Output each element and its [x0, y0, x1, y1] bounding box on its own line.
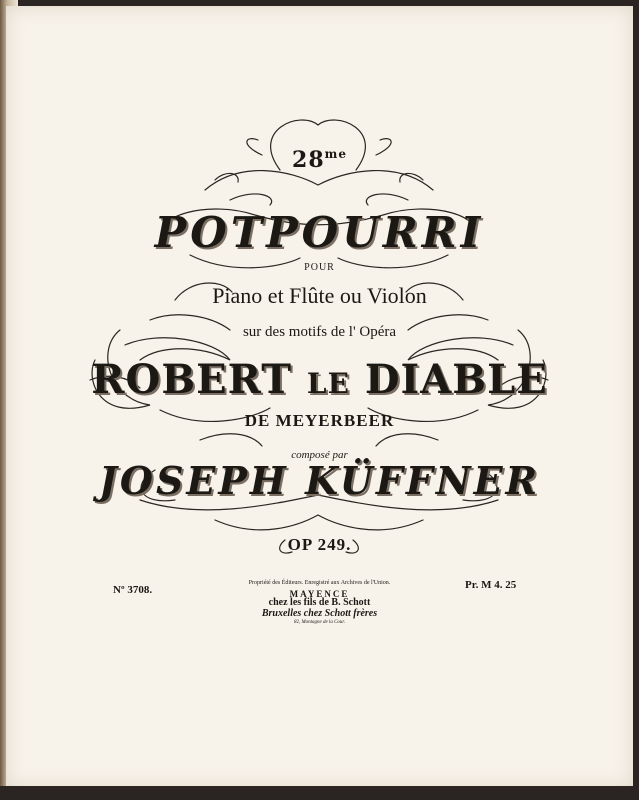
publisher-address: 82, Montagne de la Cour.	[293, 620, 346, 625]
publisher-name: chez les fils de B. Schott	[268, 597, 371, 608]
compose-par-label: composé par	[291, 449, 348, 461]
pour-label: POUR	[304, 262, 335, 273]
publisher-brussels: Bruxelles chez Schott frères	[261, 608, 378, 619]
plate-number: Nº 3708.	[113, 584, 153, 596]
opera-title-part3: DIABLE	[364, 356, 548, 403]
composer-name: JOSEPH KÜFFNER	[98, 458, 541, 503]
publisher-city: MAYENCE	[289, 589, 350, 599]
opus-number: OP 249.	[287, 535, 352, 554]
opera-composer: DE MEYERBEER	[244, 411, 395, 430]
opera-title	[0, 356, 639, 403]
bottom-edge	[0, 786, 639, 800]
price: Pr. M 4. 25	[465, 579, 517, 591]
opera-title-part1: ROBERT	[91, 356, 292, 403]
work-title: POTPOURRI	[154, 208, 485, 257]
edition-number: $28^{me}$	[292, 147, 347, 173]
opera-title-part2: LE	[306, 367, 350, 400]
motifs-subtitle: sur des motifs de l' Opéra	[242, 324, 397, 340]
instrumentation: Piano et Flûte ou Violon	[212, 283, 427, 308]
publisher-rights: Propriété des Éditeurs. Enregistré aux Archives de l'Union.	[248, 580, 391, 586]
